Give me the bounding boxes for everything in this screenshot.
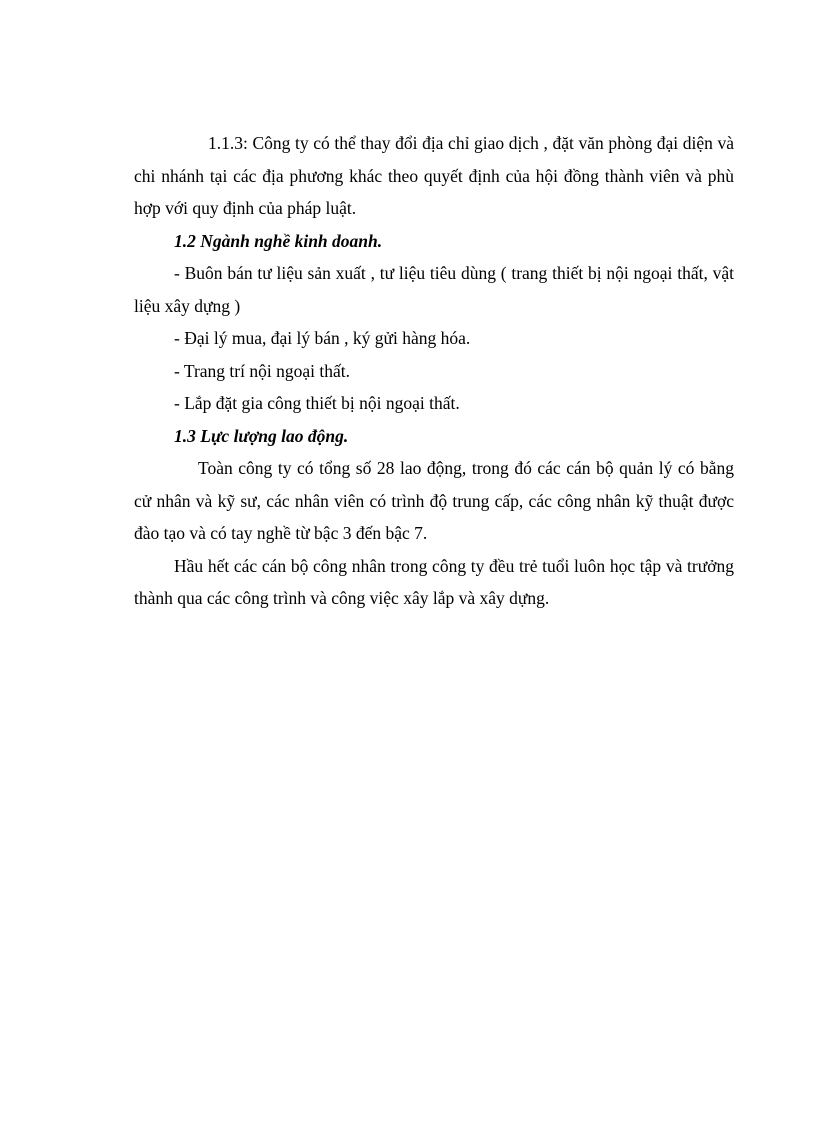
paragraph-staff: Hầu hết các cán bộ công nhân trong công ty đều trẻ tuổi luôn học tập và trưởng thành qua các công trình và công việc xây lắp và xây dựng. <box>134 555 734 608</box>
paragraph-1-1-3: 1.1.3: Công ty có thể thay đổi địa chỉ giao dịch , đặt văn phòng đại diện và chi nhánh tại các địa phương khác theo quyết định của hội đồng thành viên và phù hợp với quy định của pháp luật. <box>134 133 734 218</box>
section-heading-1-2: 1.2 Ngành nghề kinh doanh. <box>174 230 383 251</box>
section-heading-1-3: 1.3 Lực lượng lao động. <box>174 425 349 446</box>
paragraph-workforce: Toàn công ty có tổng số 28 lao động, trong đó các cán bộ quản lý có bằng cử nhân và kỹ sư, các nhân viên có trình độ trung cấp, các công nhân kỹ thuật được đào tạo và có tay nghề từ bậc 3 đến bậc 7. <box>134 458 734 543</box>
list-item-business-1: - Buôn bán tư liệu sản xuất , tư liệu tiêu dùng ( trang thiết bị nội ngoại thất, vật liệu xây dựng ) <box>134 263 734 316</box>
list-item-business-3: - Trang trí nội ngoại thất. <box>174 360 350 381</box>
list-item-business-2: - Đại lý mua, đại lý bán , ký gửi hàng hóa. <box>174 328 471 348</box>
document-body <box>134 127 734 615</box>
list-item-business-4: - Lắp đặt gia công thiết bị nội ngoại thất. <box>174 393 460 413</box>
